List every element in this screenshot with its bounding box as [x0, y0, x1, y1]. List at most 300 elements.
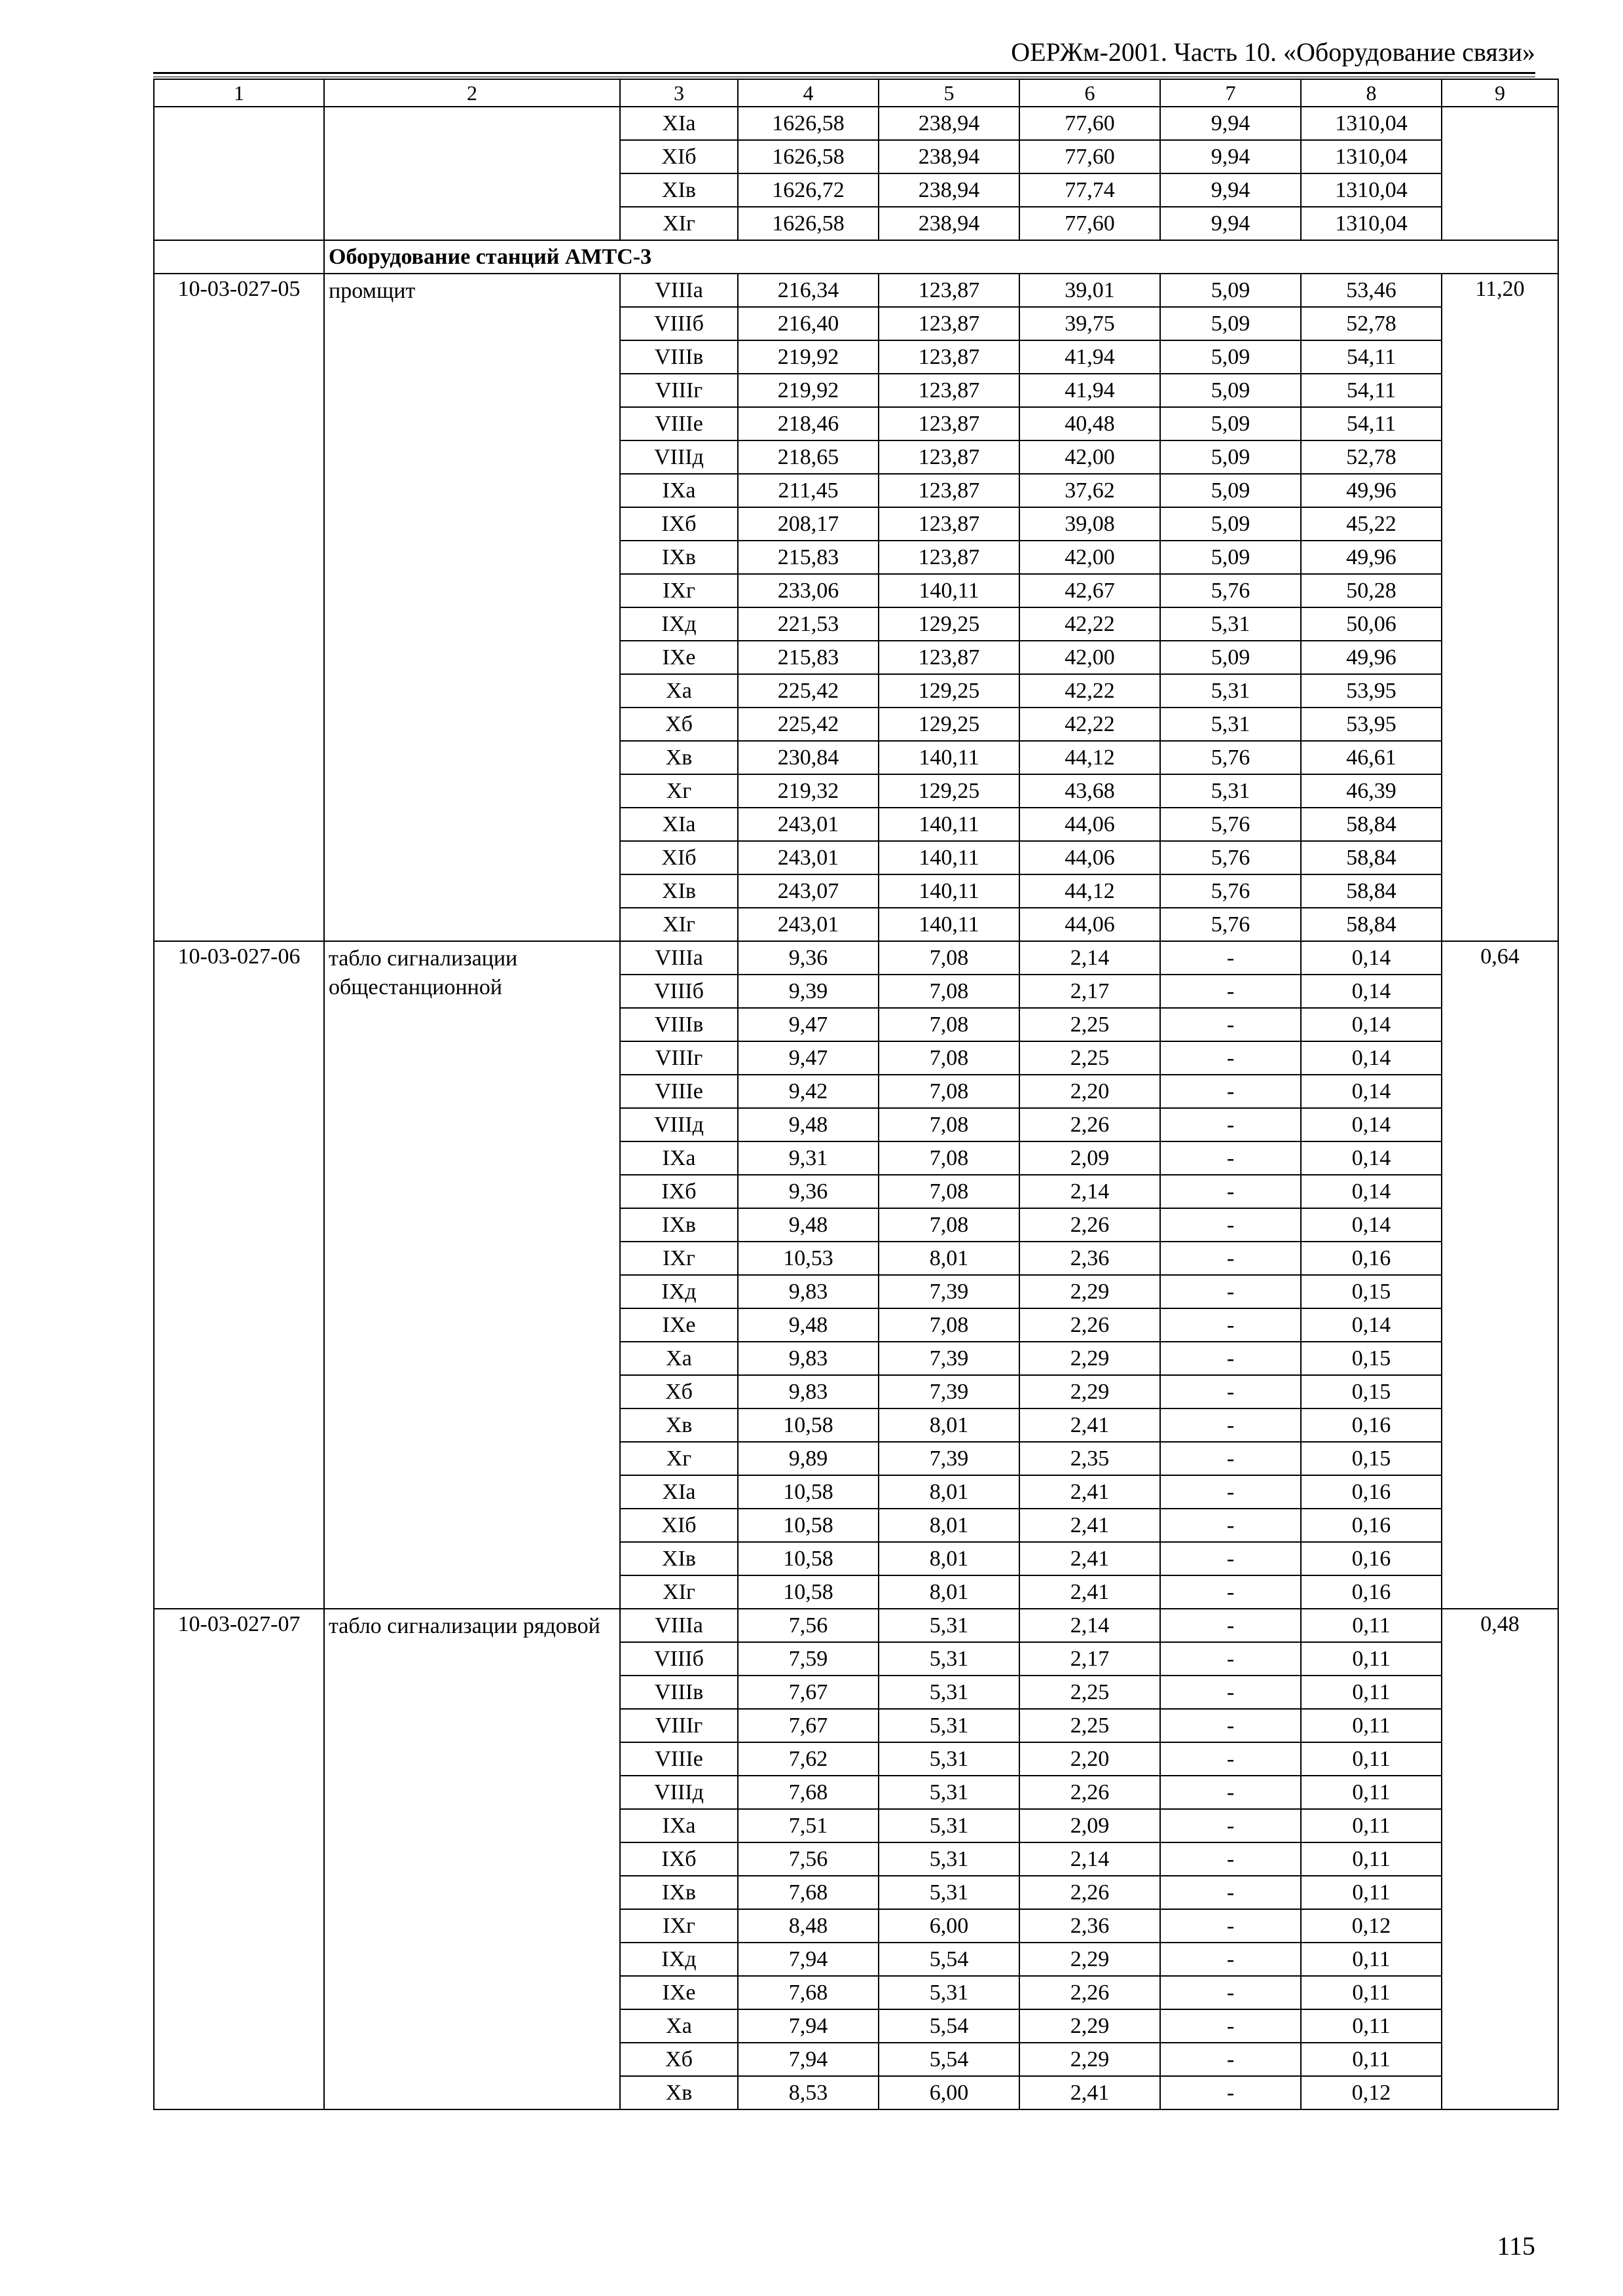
value-cell: - [1160, 975, 1301, 1008]
section-title: Оборудование станций АМТС-3 [324, 240, 1558, 274]
value-cell: 0,14 [1301, 975, 1442, 1008]
value-cell: Xа [620, 2009, 738, 2043]
value-cell: 42,67 [1019, 574, 1160, 607]
value-cell: 238,94 [879, 107, 1019, 140]
value-cell: - [1160, 1943, 1301, 1976]
value-cell: 5,31 [879, 1842, 1019, 1876]
table-row [154, 1609, 1558, 1642]
value-cell: 2,17 [1019, 975, 1160, 1008]
value-cell: 40,48 [1019, 407, 1160, 440]
value-cell: 2,41 [1019, 1509, 1160, 1542]
value-cell: 123,87 [879, 340, 1019, 374]
value-cell: 7,39 [879, 1275, 1019, 1308]
rate-code: 10-03-027-05 [154, 274, 324, 941]
value-cell: VIIIд [620, 440, 738, 474]
value-cell: 5,09 [1160, 440, 1301, 474]
value-cell: - [1160, 1542, 1301, 1575]
column-header: 4 [738, 79, 879, 107]
value-cell: 7,68 [738, 1976, 879, 2009]
code-cell [154, 240, 324, 274]
value-cell: 7,08 [879, 1008, 1019, 1041]
running-header: ОЕРЖм-2001. Часть 10. «Оборудование связи» [1011, 37, 1535, 67]
value-cell: Xг [620, 1442, 738, 1475]
value-cell: 8,01 [879, 1475, 1019, 1509]
value-cell: VIIIа [620, 274, 738, 307]
value-cell: - [1160, 1876, 1301, 1909]
value-cell: 5,31 [879, 1776, 1019, 1809]
value-cell: 2,26 [1019, 1208, 1160, 1242]
value-cell: 37,62 [1019, 474, 1160, 507]
value-cell: - [1160, 1642, 1301, 1676]
column-header: 2 [324, 79, 620, 107]
value-cell: 123,87 [879, 407, 1019, 440]
value-cell: 0,14 [1301, 1041, 1442, 1075]
value-cell: - [1160, 1475, 1301, 1509]
value-cell: 2,17 [1019, 1642, 1160, 1676]
value-cell: 5,76 [1160, 741, 1301, 774]
value-cell: 0,14 [1301, 1108, 1442, 1141]
value-cell: 44,12 [1019, 874, 1160, 908]
value-cell: 5,31 [1160, 708, 1301, 741]
value-cell: 46,39 [1301, 774, 1442, 808]
value-cell: 0,14 [1301, 941, 1442, 975]
value-cell: 7,56 [738, 1609, 879, 1642]
value-cell: 7,08 [879, 1308, 1019, 1342]
value-cell: - [1160, 1075, 1301, 1108]
rate-code: 10-03-027-06 [154, 941, 324, 1609]
value-cell: 2,26 [1019, 1976, 1160, 2009]
value-cell: 2,35 [1019, 1442, 1160, 1475]
value-cell: IXг [620, 1909, 738, 1943]
column-header: 5 [879, 79, 1019, 107]
value-cell: 1626,72 [738, 173, 879, 207]
value-cell: 7,08 [879, 1041, 1019, 1075]
value-cell: 7,59 [738, 1642, 879, 1676]
value-cell: 9,47 [738, 1008, 879, 1041]
value-cell: 0,11 [1301, 1876, 1442, 1909]
value-cell: IXв [620, 541, 738, 574]
value-cell: 7,39 [879, 1342, 1019, 1375]
value-cell: 53,46 [1301, 274, 1442, 307]
value-cell: 58,84 [1301, 808, 1442, 841]
value-cell: 221,53 [738, 607, 879, 641]
value-cell: 7,62 [738, 1742, 879, 1776]
value-cell: 53,95 [1301, 674, 1442, 708]
value-cell: 10,53 [738, 1242, 879, 1275]
value-cell: VIIIг [620, 1041, 738, 1075]
value-cell: - [1160, 1308, 1301, 1342]
table-row [154, 274, 1558, 307]
value-cell: 2,29 [1019, 1375, 1160, 1408]
value-cell: 5,31 [1160, 607, 1301, 641]
value-cell: 123,87 [879, 274, 1019, 307]
value-cell: IXд [620, 607, 738, 641]
value-cell: 0,11 [1301, 1742, 1442, 1776]
value-cell: - [1160, 941, 1301, 975]
value-cell: Xв [620, 2076, 738, 2109]
value-cell: 7,08 [879, 975, 1019, 1008]
value-cell: 1310,04 [1301, 207, 1442, 240]
value-cell: 216,34 [738, 274, 879, 307]
value-cell: 5,09 [1160, 307, 1301, 340]
value-cell: 44,06 [1019, 908, 1160, 941]
value-cell: 123,87 [879, 374, 1019, 407]
value-cell: 2,41 [1019, 2076, 1160, 2109]
value-cell: 243,07 [738, 874, 879, 908]
value-cell: 5,76 [1160, 841, 1301, 874]
value-cell: 2,26 [1019, 1308, 1160, 1342]
value-cell: 5,09 [1160, 407, 1301, 440]
value-cell: - [1160, 1342, 1301, 1375]
value-cell: 7,68 [738, 1776, 879, 1809]
value-cell: 2,14 [1019, 1609, 1160, 1642]
value-cell: XIб [620, 1509, 738, 1542]
value-cell: 52,78 [1301, 440, 1442, 474]
value-cell: 58,84 [1301, 874, 1442, 908]
value-cell: 49,96 [1301, 641, 1442, 674]
value-cell: 2,41 [1019, 1475, 1160, 1509]
value-cell: 44,12 [1019, 741, 1160, 774]
value-cell: VIIIе [620, 1075, 738, 1108]
value-cell: 39,01 [1019, 274, 1160, 307]
value-cell: Xв [620, 741, 738, 774]
value-cell: 7,08 [879, 1075, 1019, 1108]
header-rule [153, 72, 1535, 77]
value-cell: 0,16 [1301, 1575, 1442, 1609]
value-cell: XIг [620, 1575, 738, 1609]
value-cell: 0,16 [1301, 1542, 1442, 1575]
rate-total: 0,64 [1442, 941, 1558, 1609]
value-cell: 233,06 [738, 574, 879, 607]
value-cell: 140,11 [879, 574, 1019, 607]
name-cell [324, 107, 620, 240]
column-header: 8 [1301, 79, 1442, 107]
value-cell: 2,25 [1019, 1709, 1160, 1742]
value-cell: 8,01 [879, 1542, 1019, 1575]
value-cell: 129,25 [879, 674, 1019, 708]
value-cell: 5,31 [879, 1742, 1019, 1776]
value-cell: 41,94 [1019, 374, 1160, 407]
rate-total: 11,20 [1442, 274, 1558, 941]
value-cell: 77,60 [1019, 140, 1160, 173]
value-cell: 215,83 [738, 541, 879, 574]
code-cell [154, 107, 324, 240]
value-cell: 5,76 [1160, 574, 1301, 607]
value-cell: 0,11 [1301, 1809, 1442, 1842]
value-cell: 7,68 [738, 1876, 879, 1909]
value-cell: IXв [620, 1876, 738, 1909]
value-cell: 5,09 [1160, 274, 1301, 307]
value-cell: 0,15 [1301, 1375, 1442, 1408]
value-cell: 0,11 [1301, 1776, 1442, 1809]
value-cell: 7,08 [879, 1175, 1019, 1208]
value-cell: VIIIв [620, 340, 738, 374]
value-cell: 42,00 [1019, 641, 1160, 674]
value-cell: 5,31 [879, 1809, 1019, 1842]
value-cell: XIв [620, 173, 738, 207]
value-cell: 1626,58 [738, 207, 879, 240]
value-cell: IXе [620, 641, 738, 674]
value-cell: - [1160, 1175, 1301, 1208]
value-cell: 208,17 [738, 507, 879, 541]
value-cell: - [1160, 1509, 1301, 1542]
value-cell: - [1160, 2076, 1301, 2109]
table-row [154, 941, 1558, 975]
value-cell: VIIIв [620, 1676, 738, 1709]
value-cell: XIа [620, 1475, 738, 1509]
value-cell: 5,31 [1160, 674, 1301, 708]
rate-name: промщит [324, 274, 620, 941]
value-cell: 9,94 [1160, 207, 1301, 240]
value-cell: 0,11 [1301, 2009, 1442, 2043]
value-cell: 54,11 [1301, 407, 1442, 440]
value-cell: - [1160, 2009, 1301, 2043]
value-cell: 238,94 [879, 173, 1019, 207]
value-cell: IXд [620, 1275, 738, 1308]
value-cell: 0,14 [1301, 1175, 1442, 1208]
value-cell: 5,09 [1160, 507, 1301, 541]
value-cell: 5,31 [879, 1642, 1019, 1676]
value-cell: 53,95 [1301, 708, 1442, 741]
value-cell: IXб [620, 507, 738, 541]
value-cell: 123,87 [879, 641, 1019, 674]
value-cell: IXа [620, 474, 738, 507]
value-cell: 243,01 [738, 908, 879, 941]
value-cell: XIа [620, 107, 738, 140]
value-cell: XIг [620, 207, 738, 240]
value-cell: 50,28 [1301, 574, 1442, 607]
value-cell: XIв [620, 874, 738, 908]
value-cell: 46,61 [1301, 741, 1442, 774]
value-cell: 238,94 [879, 207, 1019, 240]
value-cell: 8,01 [879, 1242, 1019, 1275]
value-cell: 58,84 [1301, 841, 1442, 874]
value-cell: 0,16 [1301, 1475, 1442, 1509]
value-cell: 2,29 [1019, 1275, 1160, 1308]
value-cell: 7,94 [738, 2009, 879, 2043]
value-cell: 9,94 [1160, 107, 1301, 140]
value-cell: 243,01 [738, 841, 879, 874]
norms-table [153, 79, 1559, 2110]
value-cell: - [1160, 1408, 1301, 1442]
value-cell: 123,87 [879, 307, 1019, 340]
value-cell: XIв [620, 1542, 738, 1575]
value-cell: 42,00 [1019, 541, 1160, 574]
value-cell: XIг [620, 908, 738, 941]
value-cell: 2,20 [1019, 1075, 1160, 1108]
value-cell: IXе [620, 1308, 738, 1342]
value-cell: - [1160, 1976, 1301, 2009]
value-cell: 9,94 [1160, 173, 1301, 207]
value-cell: 42,22 [1019, 708, 1160, 741]
value-cell: 9,48 [738, 1308, 879, 1342]
value-cell: IXг [620, 574, 738, 607]
value-cell: 10,58 [738, 1408, 879, 1442]
value-cell: 123,87 [879, 507, 1019, 541]
value-cell: 9,83 [738, 1375, 879, 1408]
value-cell: 140,11 [879, 874, 1019, 908]
value-cell: 7,94 [738, 2043, 879, 2076]
value-cell: 8,01 [879, 1408, 1019, 1442]
value-cell: Xг [620, 774, 738, 808]
value-cell: 7,39 [879, 1442, 1019, 1475]
value-cell: 0,12 [1301, 2076, 1442, 2109]
value-cell: VIIIв [620, 1008, 738, 1041]
column-header-row [154, 79, 1558, 107]
value-cell: 0,11 [1301, 1676, 1442, 1709]
rate-total: 0,48 [1442, 1609, 1558, 2109]
value-cell: 6,00 [879, 1909, 1019, 1943]
value-cell: 7,94 [738, 1943, 879, 1976]
value-cell: 44,06 [1019, 841, 1160, 874]
value-cell: IXв [620, 1208, 738, 1242]
value-cell: Xа [620, 1342, 738, 1375]
value-cell: VIIIб [620, 975, 738, 1008]
value-cell: 219,92 [738, 340, 879, 374]
value-cell: 43,68 [1019, 774, 1160, 808]
value-cell: 5,09 [1160, 641, 1301, 674]
page-number: 115 [1497, 2231, 1535, 2261]
value-cell: 9,36 [738, 1175, 879, 1208]
value-cell: 129,25 [879, 708, 1019, 741]
value-cell: - [1160, 1776, 1301, 1809]
value-cell: 5,54 [879, 2043, 1019, 2076]
value-cell: 77,74 [1019, 173, 1160, 207]
value-cell: 225,42 [738, 674, 879, 708]
value-cell: 39,08 [1019, 507, 1160, 541]
value-cell: 5,31 [879, 1709, 1019, 1742]
value-cell: 2,25 [1019, 1008, 1160, 1041]
value-cell: 1626,58 [738, 107, 879, 140]
value-cell: IXа [620, 1809, 738, 1842]
value-cell: 9,94 [1160, 140, 1301, 173]
value-cell: - [1160, 1809, 1301, 1842]
value-cell: 243,01 [738, 808, 879, 841]
value-cell: 129,25 [879, 607, 1019, 641]
value-cell: 2,36 [1019, 1909, 1160, 1943]
value-cell: - [1160, 1275, 1301, 1308]
value-cell: 2,41 [1019, 1542, 1160, 1575]
value-cell: 2,26 [1019, 1876, 1160, 1909]
value-cell: 216,40 [738, 307, 879, 340]
value-cell: 5,31 [879, 1976, 1019, 2009]
value-cell: 0,15 [1301, 1342, 1442, 1375]
value-cell: - [1160, 1676, 1301, 1709]
value-cell: VIIIа [620, 941, 738, 975]
value-cell: IXе [620, 1976, 738, 2009]
value-cell: 44,06 [1019, 808, 1160, 841]
value-cell: 5,09 [1160, 474, 1301, 507]
value-cell: - [1160, 1842, 1301, 1876]
value-cell: 7,67 [738, 1676, 879, 1709]
value-cell: - [1160, 1208, 1301, 1242]
column-header: 6 [1019, 79, 1160, 107]
value-cell: 140,11 [879, 808, 1019, 841]
value-cell: 7,08 [879, 941, 1019, 975]
value-cell: 2,26 [1019, 1776, 1160, 1809]
value-cell: 2,09 [1019, 1141, 1160, 1175]
value-cell: - [1160, 1709, 1301, 1742]
value-cell: 9,83 [738, 1275, 879, 1308]
value-cell: 5,31 [879, 1876, 1019, 1909]
value-cell: 0,16 [1301, 1408, 1442, 1442]
value-cell: 0,11 [1301, 1609, 1442, 1642]
value-cell: 5,09 [1160, 374, 1301, 407]
value-cell: 218,65 [738, 440, 879, 474]
value-cell: IXб [620, 1842, 738, 1876]
value-cell: 211,45 [738, 474, 879, 507]
value-cell: 140,11 [879, 908, 1019, 941]
value-cell: IXа [620, 1141, 738, 1175]
value-cell: 1310,04 [1301, 140, 1442, 173]
value-cell: 6,00 [879, 2076, 1019, 2109]
value-cell: 0,11 [1301, 1943, 1442, 1976]
value-cell: 9,89 [738, 1442, 879, 1475]
column-header: 9 [1442, 79, 1558, 107]
value-cell: 9,47 [738, 1041, 879, 1075]
value-cell: 0,14 [1301, 1208, 1442, 1242]
value-cell: 0,11 [1301, 1709, 1442, 1742]
value-cell: Xв [620, 1408, 738, 1442]
value-cell: IXд [620, 1943, 738, 1976]
value-cell: 9,31 [738, 1141, 879, 1175]
value-cell: 123,87 [879, 541, 1019, 574]
value-cell: 8,53 [738, 2076, 879, 2109]
value-cell: 218,46 [738, 407, 879, 440]
value-cell: 9,36 [738, 941, 879, 975]
value-cell: 2,29 [1019, 1342, 1160, 1375]
value-cell: - [1160, 1008, 1301, 1041]
value-cell: 5,09 [1160, 541, 1301, 574]
value-cell: VIIIб [620, 1642, 738, 1676]
value-cell: VIIIг [620, 374, 738, 407]
value-cell: 0,11 [1301, 1976, 1442, 2009]
value-cell: 9,39 [738, 975, 879, 1008]
value-cell: 219,32 [738, 774, 879, 808]
value-cell: 140,11 [879, 841, 1019, 874]
value-cell: 219,92 [738, 374, 879, 407]
value-cell: Xб [620, 1375, 738, 1408]
value-cell: 2,36 [1019, 1242, 1160, 1275]
value-cell: - [1160, 1442, 1301, 1475]
value-cell: VIIIд [620, 1108, 738, 1141]
value-cell: VIIIг [620, 1709, 738, 1742]
value-cell: 45,22 [1301, 507, 1442, 541]
value-cell: Xб [620, 2043, 738, 2076]
value-cell: 10,58 [738, 1542, 879, 1575]
value-cell: 1310,04 [1301, 173, 1442, 207]
value-cell: 41,94 [1019, 340, 1160, 374]
value-cell: XIа [620, 808, 738, 841]
value-cell: IXг [620, 1242, 738, 1275]
table-row [154, 107, 1558, 140]
total-cell [1442, 107, 1558, 240]
value-cell: 2,41 [1019, 1408, 1160, 1442]
value-cell: 77,60 [1019, 107, 1160, 140]
value-cell: 140,11 [879, 741, 1019, 774]
value-cell: 0,14 [1301, 1075, 1442, 1108]
value-cell: 49,96 [1301, 541, 1442, 574]
value-cell: 42,22 [1019, 607, 1160, 641]
value-cell: 58,84 [1301, 908, 1442, 941]
value-cell: 42,00 [1019, 440, 1160, 474]
value-cell: - [1160, 1041, 1301, 1075]
value-cell: 7,67 [738, 1709, 879, 1742]
value-cell: 0,12 [1301, 1909, 1442, 1943]
value-cell: 0,14 [1301, 1008, 1442, 1041]
value-cell: 39,75 [1019, 307, 1160, 340]
value-cell: 54,11 [1301, 340, 1442, 374]
